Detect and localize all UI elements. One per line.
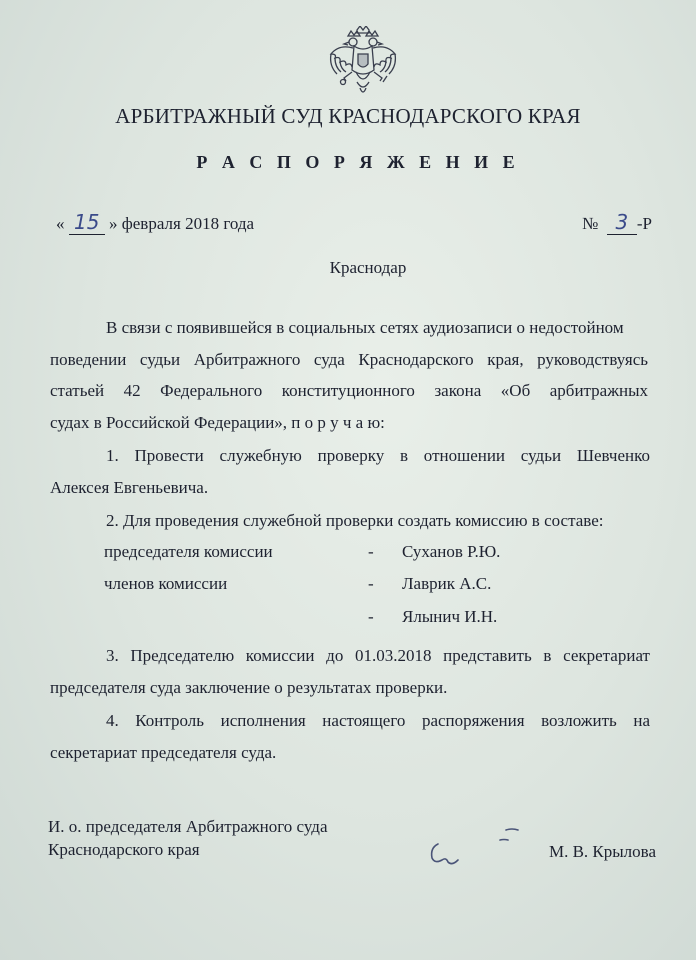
court-name-heading: АРБИТРАЖНЫЙ СУД КРАСНОДАРСКОГО КРАЯ	[115, 104, 581, 128]
commission-dash: -	[368, 607, 374, 626]
intro-line-1: В связи с появившейся в социальных сетях аудиозаписи о недостойном	[106, 318, 624, 337]
signer-position-line-2: Краснодарского края	[48, 840, 200, 859]
city-name: Краснодар	[329, 258, 407, 277]
date-day-handwritten: 15	[69, 210, 105, 235]
commission-role-chair: председателя комиссии	[104, 542, 273, 561]
date-open-quote: «	[56, 214, 65, 233]
commission-name-member-1: Лаврик А.С.	[402, 574, 492, 593]
document-date	[56, 210, 254, 235]
signer-position-line-1: И. о. председателя Арбитражного суда	[48, 817, 328, 836]
item-3-line-1: 3. Председателю комиссии до 01.03.2018 представить в секретариат	[106, 646, 650, 665]
date-month-year: » февраля 2018 года	[109, 214, 255, 233]
coat-of-arms-icon	[326, 26, 400, 106]
item-2-text: 2. Для проведения служебной проверки создать комиссию в составе:	[106, 511, 604, 530]
commission-role-members: членов комиссии	[104, 574, 228, 593]
item-1-line-1: 1. Провести служебную проверку в отношении судьи Шевченко	[106, 446, 650, 465]
commission-name-chair: Суханов Р.Ю.	[402, 542, 501, 561]
number-sign: №	[582, 214, 599, 233]
intro-line-2: поведении судьи Арбитражного суда Краснодарского края, руководствуясь	[50, 350, 648, 369]
item-1-line-2: Алексея Евгеньевича.	[50, 478, 209, 497]
intro-line-3: статьей 42 Федерального конституционного закона «Об арбитражных	[50, 381, 648, 400]
document-type-heading: Р А С П О Р Я Ж Е Н И Е	[196, 152, 520, 172]
commission-dash: -	[368, 542, 374, 561]
number-handwritten: 3	[607, 210, 637, 235]
number-suffix: -Р	[636, 214, 652, 233]
signer-name: М. В. Крылова	[548, 842, 656, 861]
item-3-line-2: председателя суда заключение о результатах проверки.	[50, 678, 448, 697]
intro-line-4: судах в Российской Федерации», п о р у ч а ю:	[50, 413, 385, 432]
document-number	[582, 210, 652, 235]
commission-name-member-2: Ялынич И.Н.	[402, 607, 498, 626]
item-4-line-1: 4. Контроль исполнения настоящего распоряжения возложить на	[106, 711, 650, 730]
handwritten-signature-icon	[418, 822, 536, 872]
commission-dash: -	[368, 574, 374, 593]
item-4-line-2: секретариат председателя суда.	[50, 743, 277, 762]
